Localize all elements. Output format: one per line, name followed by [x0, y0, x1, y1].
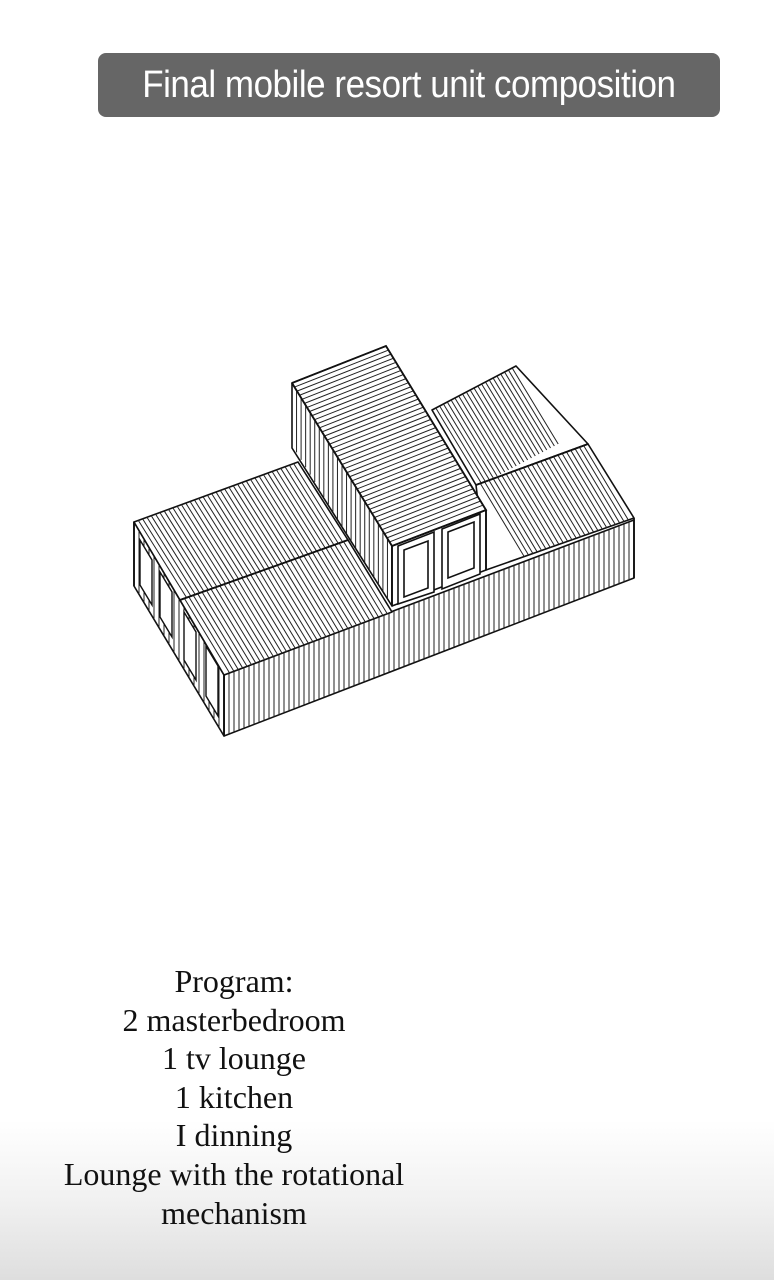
program-item: Lounge with the rotational	[63, 1155, 405, 1192]
program-item: mechanism	[161, 1194, 307, 1231]
program-item: I dinning	[175, 1117, 293, 1154]
program-heading: Program:	[174, 963, 294, 999]
program-item: 1 kitchen	[174, 1078, 294, 1115]
program-list	[24, 962, 444, 1232]
container-unit-axonometric-drawing	[96, 320, 656, 750]
title-banner	[98, 53, 720, 117]
program-item: 2 masterbedroom	[122, 1001, 346, 1038]
program-item: 1 tv lounge	[162, 1040, 306, 1077]
title-text: Final mobile resort unit composition	[142, 64, 676, 106]
